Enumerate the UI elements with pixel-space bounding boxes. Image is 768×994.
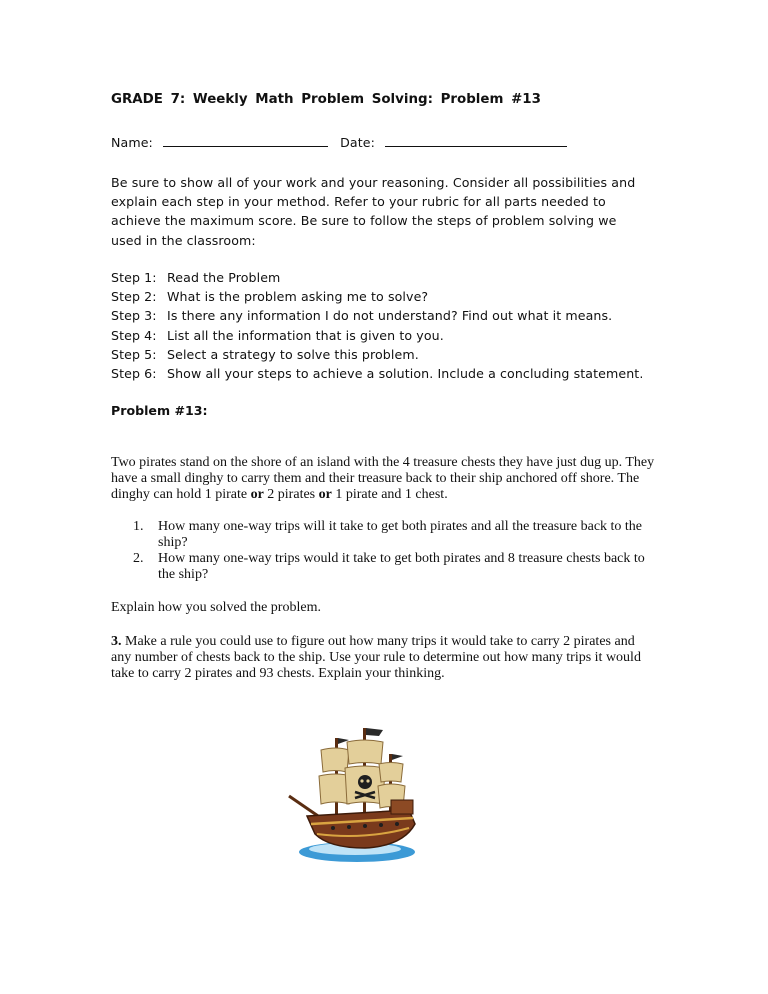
problem-or-2: or <box>318 487 332 502</box>
problem-text-c: 1 pirate and 1 chest. <box>331 487 448 502</box>
date-blank[interactable] <box>385 134 567 147</box>
ship-hull <box>307 810 415 848</box>
question-item <box>133 519 653 551</box>
page-title: GRADE 7: Weekly Math Problem Solving: Problem #13 <box>111 92 541 107</box>
step-label: Step 3: <box>111 308 157 324</box>
question-3-paragraph <box>111 634 651 682</box>
problem-or-1: or <box>250 487 264 502</box>
pirate-flag-icon <box>366 728 383 736</box>
sail <box>379 763 403 783</box>
question-list <box>133 519 653 583</box>
step-item <box>111 306 643 325</box>
step-label: Step 6: <box>111 366 157 382</box>
cannon-port <box>379 823 383 827</box>
small-flag-icon <box>392 754 403 760</box>
problem-text-a: Two pirates stand on the shore of an island with the 4 treasure chests they have just dug up. They have a small dinghy to carry them and their treasure back to their ship anchored off shore. The dinghy can hold 1 pirate <box>111 455 655 502</box>
question-3-number: 3. <box>111 634 122 649</box>
stern-castle <box>391 800 413 814</box>
problem-heading: Problem #13: <box>111 403 208 418</box>
cannon-port <box>395 822 399 826</box>
instructions-paragraph: Be sure to show all of your work and your reasoning. Consider all possibilities and explain each step in your method. Refer to your rubric for all parts needed to achieve the maximum score. Be sure to follow the steps of problem solving we used in the classroom: <box>111 175 636 248</box>
sail <box>347 740 383 764</box>
step-label: Step 4: <box>111 327 157 343</box>
step-item <box>111 287 643 306</box>
cannon-port <box>347 825 351 829</box>
name-label: Name: <box>111 135 153 150</box>
problem-text-b: 2 pirates <box>263 487 319 502</box>
name-date-line <box>111 134 567 150</box>
step-label: Step 5: <box>111 346 157 362</box>
step-text: Select a strategy to solve this problem. <box>167 346 419 362</box>
step-item <box>111 364 643 383</box>
date-label: Date: <box>340 135 375 150</box>
cannon-port <box>331 826 335 830</box>
step-text: Show all your steps to achieve a solution. Include a concluding statement. <box>167 366 644 382</box>
question-item <box>133 551 653 583</box>
explain-prompt: Explain how you solved the problem. <box>111 600 321 615</box>
question-number: 1. <box>133 519 144 534</box>
step-text: Read the Problem <box>167 270 281 285</box>
name-blank[interactable] <box>163 134 328 147</box>
skull-eye <box>366 779 369 782</box>
question-text: How many one-way trips would it take to get both pirates and 8 treasure chests back to the ship? <box>158 551 645 582</box>
step-text: List all the information that is given to you. <box>167 327 444 343</box>
skull-icon <box>358 775 372 789</box>
step-label: Step 1: <box>111 270 157 285</box>
step-text: What is the problem asking me to solve? <box>167 289 429 305</box>
problem-paragraph <box>111 455 661 503</box>
question-3-text: Make a rule you could use to figure out how many trips it would take to carry 2 pirates and any number of chests back to the ship. Use your rule to determine out how many trips it would take to carry 2 pirates and 93 chests. Explain your thinking. <box>111 634 641 681</box>
question-number: 2. <box>133 551 144 566</box>
skull-eye <box>360 779 363 782</box>
cannon-port <box>363 824 367 828</box>
question-text: How many one-way trips will it take to get both pirates and all the treasure back to the ship? <box>158 519 643 550</box>
step-item <box>111 345 643 364</box>
steps-list <box>111 268 643 383</box>
pirate-ship-illustration <box>285 720 425 866</box>
step-label: Step 2: <box>111 289 157 305</box>
step-item <box>111 326 643 345</box>
step-text: Is there any information I do not understand? Find out what it means. <box>167 308 613 324</box>
step-item <box>111 268 643 287</box>
bowsprit <box>289 796 321 818</box>
